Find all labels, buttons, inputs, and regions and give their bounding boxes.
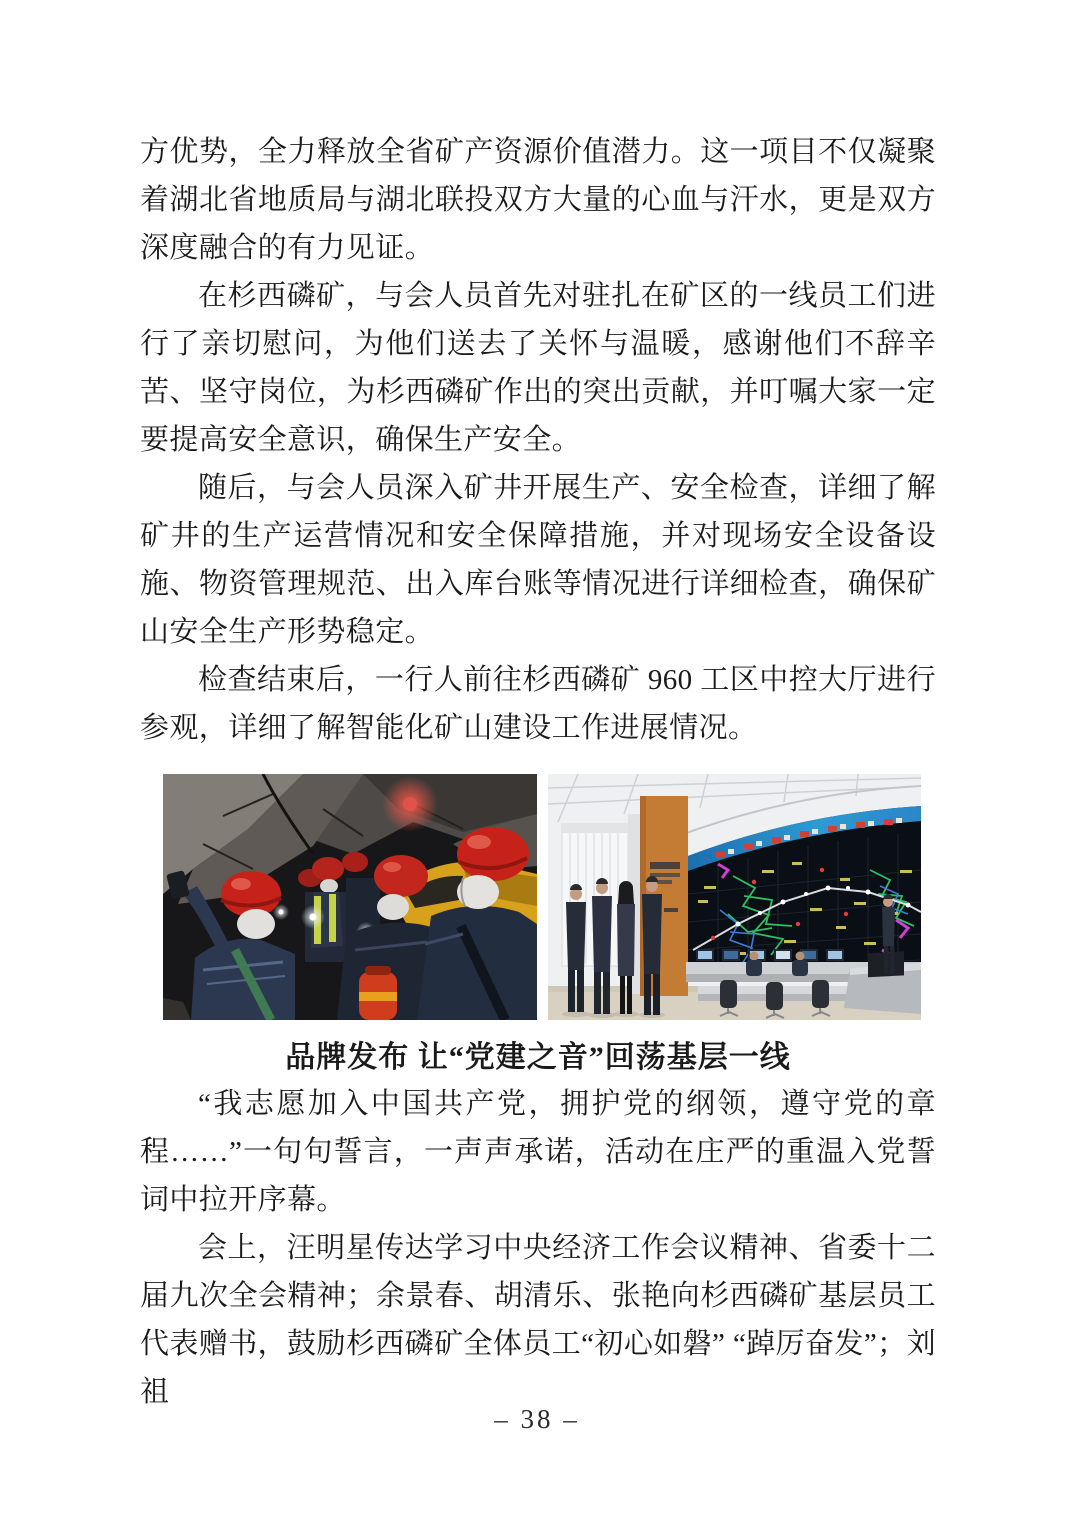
mine-tunnel-illustration [163, 774, 537, 1020]
paragraph: 会上，汪明星传达学习中央经济工作会议精神、省委十二届九次全会精神；余景春、胡清乐、张艳向杉西磷矿基层员工代表赠书，鼓励杉西磷矿全体员工“初心如磐” “踔厉奋发”；刘祖 [140, 1232, 936, 1408]
photo-caption-heading: 品牌发布 让“党建之音”回荡基层一线 [285, 1041, 791, 1074]
paragraph: 随后，与会人员深入矿井开展生产、安全检查，详细了解矿井的生产运营情况和安全保障措施，并对现场安全设备设施、物资管理规范、出入库台账等情况进行详细检查，确保矿山安全生产形势稳定。 [140, 472, 936, 648]
paragraph: 检查结束后，一行人前往杉西磷矿 960 工区中控大厅进行参观，详细了解智能化矿山建设工作进展情况。 [140, 664, 936, 744]
paragraph: “我志愿加入中国共产党，拥护党的纲领，遵守党的章程……”一句句誓言，一声声承诺，活动在庄严的重温入党誓词中拉开序幕。 [140, 1088, 936, 1216]
paragraph: 方优势，全力释放全省矿产资源价值潜力。这一项目不仅凝聚着湖北省地质局与湖北联投双方大量的心血与汗水，更是双方深度融合的有力见证。 [140, 136, 936, 264]
photo-mine-tunnel [163, 774, 537, 1020]
photo-control-room [548, 774, 921, 1020]
paragraph: 在杉西磷矿，与会人员首先对驻扎在矿区的一线员工们进行了亲切慰问，为他们送去了关怀与温暖，感谢他们不辞辛苦、坚守岗位，为杉西磷矿作出的突出贡献，并叮嘱大家一定要提高安全意识，确保生产安全。 [140, 280, 936, 456]
page-content [140, 128, 936, 1416]
control-room-illustration [548, 774, 921, 1020]
page-number: – 38 – [494, 1404, 580, 1434]
photo-row [163, 774, 921, 1020]
